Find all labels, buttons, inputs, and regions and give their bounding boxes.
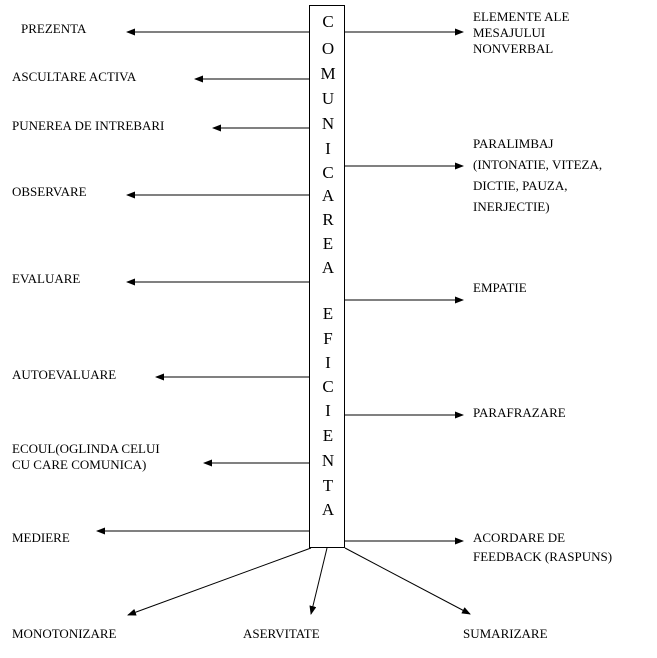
center-letter: A (321, 186, 335, 205)
center-box-comunicarea-eficienta (309, 5, 345, 548)
center-letter: A (321, 258, 335, 277)
label-empatie: EMPATIE (473, 280, 527, 295)
arrow-monotonizare (128, 548, 311, 615)
label-elemente-line2: MESAJULUI (473, 25, 546, 40)
center-letter: T (322, 476, 334, 495)
center-letter: M (320, 64, 336, 83)
center-letter: O (321, 39, 335, 58)
label-parafrazare: PARAFRAZARE (473, 405, 566, 420)
center-letter: E (322, 304, 334, 323)
label-punerea-de-intrebari: PUNEREA DE INTREBARI (12, 118, 165, 133)
center-letter: C (322, 12, 334, 31)
center-letter: N (321, 451, 335, 470)
center-letter: N (321, 114, 335, 133)
label-ecoul (12, 441, 160, 473)
arrow-sumarizare (345, 548, 470, 614)
center-letter: F (323, 329, 333, 348)
label-observare: OBSERVARE (12, 184, 87, 199)
label-ecoul-line1: ECOUL(OGLINDA CELUI (12, 441, 160, 456)
label-paralimbaj (473, 133, 602, 217)
center-letter: R (322, 210, 334, 229)
label-paralimbaj-line1: PARALIMBAJ (473, 136, 554, 151)
center-letter: A (321, 500, 335, 519)
arrow-aservitate (311, 548, 327, 614)
label-sumarizare: SUMARIZARE (463, 626, 548, 641)
label-ecoul-line2: CU CARE COMUNICA) (12, 457, 147, 472)
label-evaluare: EVALUARE (12, 271, 81, 286)
label-monotonizare: MONOTONIZARE (12, 626, 117, 641)
label-ascultare-activa: ASCULTARE ACTIVA (12, 69, 137, 84)
center-letter: C (322, 377, 334, 396)
label-paralimbaj-line3: DICTIE, PAUZA, (473, 178, 568, 193)
center-letter: E (322, 426, 334, 445)
center-letter: U (321, 89, 335, 108)
center-letter: I (325, 401, 331, 420)
label-elemente-nonverbal (473, 9, 569, 57)
label-acordare-line1: ACORDARE DE (473, 530, 566, 545)
label-elemente-line1: ELEMENTE ALE (473, 9, 570, 24)
center-letter: I (325, 139, 331, 158)
label-prezenta: PREZENTA (21, 21, 87, 36)
label-paralimbaj-line2: (INTONATIE, VITEZA, (473, 157, 603, 172)
label-mediere: MEDIERE (12, 530, 70, 545)
label-acordare-line2: FEEDBACK (RASPUNS) (473, 549, 613, 564)
label-elemente-line3: NONVERBAL (473, 41, 554, 56)
center-letter: C (322, 163, 334, 182)
label-autoevaluare: AUTOEVALUARE (12, 367, 117, 382)
label-paralimbaj-line4: INERJECTIE) (473, 199, 550, 214)
label-acordare-feedback (473, 528, 612, 566)
center-letter: I (325, 353, 331, 372)
label-aservitate: ASERVITATE (243, 626, 320, 641)
center-letter: E (322, 234, 334, 253)
